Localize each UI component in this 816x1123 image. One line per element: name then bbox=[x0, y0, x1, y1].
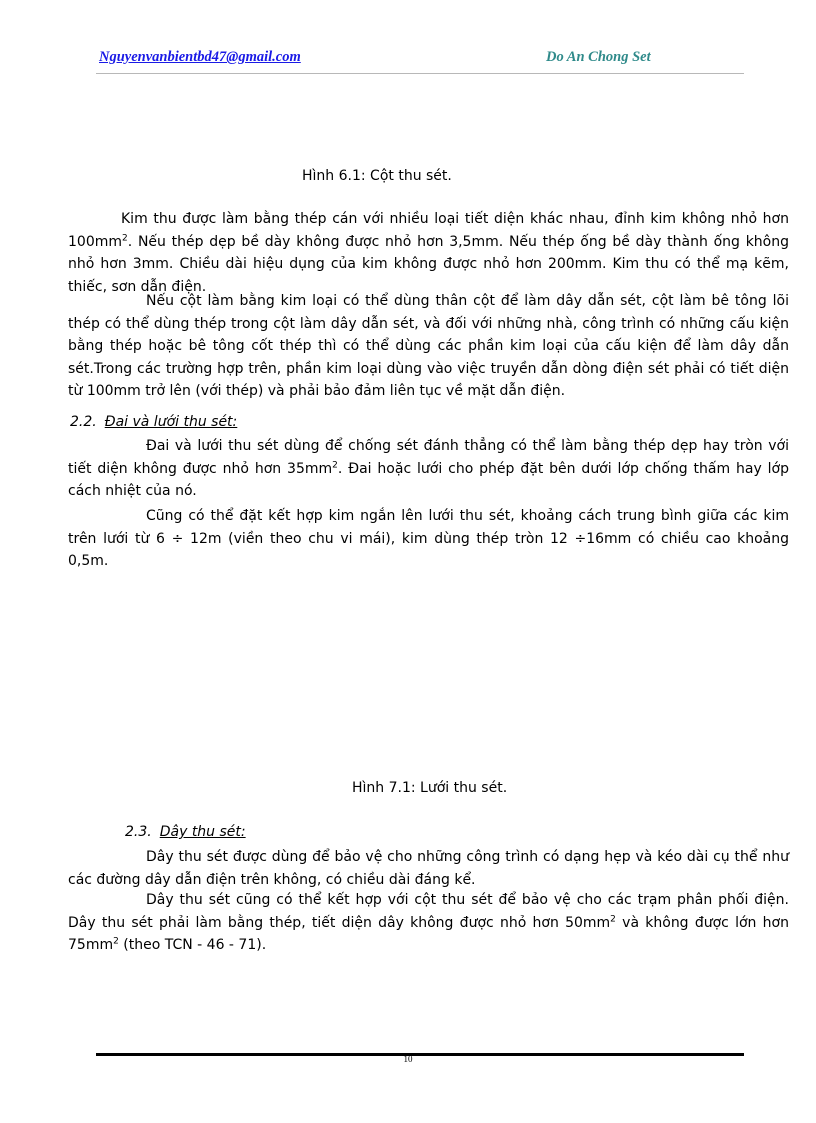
figure-caption-7-1: Hình 7.1: Lưới thu sét. bbox=[352, 780, 508, 796]
paragraph-short-needles: Cũng có thể đặt kết hợp kim ngắn lên lưới thu sét, khoảng cách trung bình giữa các kim trên lưới từ 6 ÷ 12m (viền theo chu vi mái), kim dùng thép tròn 12 ÷16mm có chiều cao khoảng 0,5m. bbox=[68, 508, 789, 569]
paragraph-ground-wire: Dây thu sét được dùng để bảo vệ cho những công trình có dạng hẹp và kéo dài cụ thể như các đường dây dẫn điện trên không, có chiều dài đáng kể. bbox=[68, 849, 789, 888]
paragraph-ground-wire-steel: Dây thu sét cũng có thể kết hợp với cột thu sét để bảo vệ cho các trạm phân phối điện. Dây thu sét phải làm bằng thép, tiết diện dây không được nhỏ hơn $50mm^2$ và không được lớn hơn $75mm^2$ (theo TCN - 46 - 71). bbox=[68, 892, 789, 953]
paragraph-lightning-rod: Kim thu được làm bằng thép cán với nhiều loại tiết diện khác nhau, đỉnh kim không nhỏ hơn $100mm^2$. Nếu thép dẹp bề dày không được nhỏ hơn 3,5mm. Nếu thép ống bề dày thành ống không nhỏ hơn 3mm. Chiều dài hiệu dụng của kim không được nhỏ hơn 200mm. Kim thu có thể mạ kẽm, thiếc, sơn dẫn điện. bbox=[68, 211, 789, 295]
figure-caption-6-1: Hình 6.1: Cột thu sét. bbox=[302, 168, 452, 184]
header-rule bbox=[96, 73, 744, 74]
section-heading-2-2: 2.2. Đai và lưới thu sét: bbox=[70, 414, 238, 430]
page-number: 10 bbox=[403, 1054, 413, 1064]
section-heading-2-3: 2.3. Dây thu sét: bbox=[125, 824, 246, 840]
paragraph-metal-column: Nếu cột làm bằng kim loại có thể dùng thân cột để làm dây dẫn sét, cột làm bê tông lõi thép có thể dùng thép trong cột làm dây dẫn sét, và đối với những nhà, công trình có những cấu kiện bằng thép hoặc bê tông cốt thép thì có thể dùng các phần kim loại của cấu kiện để làm dây dẫn sét.Trong các trường hợp trên, phần kim loại dùng vào việc truyền dẫn dòng điện sét phải có tiết diện từ 100mm trở lên (với thép) và phải bảo đảm liên tục về mặt dẫn điện. bbox=[68, 293, 789, 399]
header-title: Do An Chong Set bbox=[546, 49, 651, 65]
paragraph-belt-mesh: Đai và lưới thu sét dùng để chống sét đánh thẳng có thể làm bằng thép dẹp hay tròn với tiết diện không được nhỏ hơn $35mm^2$. Đai hoặc lưới cho phép đặt bên dưới lớp chống thấm hay lớp cách nhiệt của nó. bbox=[68, 438, 789, 499]
header-email[interactable]: Nguyenvanbientbd47@gmail.com bbox=[99, 49, 301, 65]
